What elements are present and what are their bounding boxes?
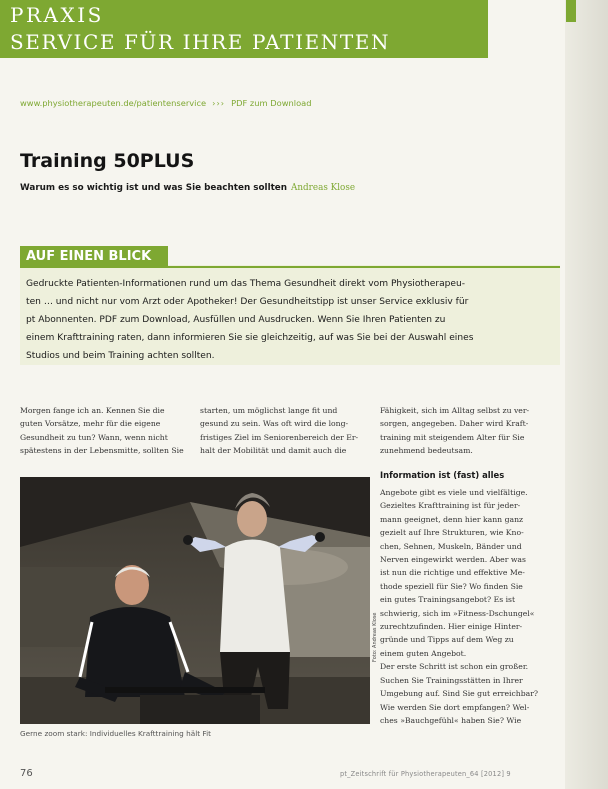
article-title: Training 50PLUS [20,150,195,172]
body-line: schwierig, sich im »Fitness-Dschungel« [380,608,535,618]
body-line: starten, um möglichst lange fit und [200,406,338,415]
body-line: chen, Sehnen, Muskeln, Bänder und [380,541,522,551]
link-bar [20,98,312,108]
summary-line: ten … und nicht nur vom Arzt oder Apotheker! Der Gesundheitstipp ist unser Service exklusiv für [26,297,469,307]
facing-page-accent [566,0,576,22]
body-line: Angebote gibt es viele und vielfältige. [380,488,528,497]
author-name: Andreas Klose [291,183,356,193]
body-line: Umgebung auf. Sind Sie gut erreichbar? [380,689,539,699]
body-line: spätestens in der Lebensmitte, sollten Sie [20,446,184,456]
journal-footer: pt_Zeitschrift für Physiotherapeuten_64 [2012] 9 [340,770,511,778]
arrows-separator: ››› [212,98,226,108]
body-column-3-top [380,404,560,458]
body-line: Gezieltes Krafttraining ist für jeder- [380,501,521,511]
body-line: Gesundheit zu tun? Wann, wenn nicht [20,432,168,442]
section-banner [0,0,488,58]
body-line: ein gutes Trainingsangebot? Es ist [380,595,516,605]
section-title-line2: SERVICE FÜR IHRE PATIENTEN [10,30,391,54]
facing-page-edge [565,0,608,789]
section-title-line1: PRAXIS [10,3,104,27]
body-line: training mit steigendem Alter für Sie [380,432,525,442]
article-subtitle [20,183,355,193]
body-line: thode speziell für Sie? Wo finden Sie [380,581,523,591]
summary-box-text [26,275,556,365]
body-line: Der erste Schritt ist schon ein großer. [380,662,529,672]
body-line: ist nun die richtige und effektive Me- [380,568,525,578]
body-column-1 [20,404,188,458]
pdf-download-link[interactable]: PDF zum Download [231,98,312,108]
summary-line: pt Abonnenten. PDF zum Download, Ausfüllen und Ausdrucken. Wenn Sie Ihren Patienten zu [26,315,446,325]
photo-credit: Foto: Andreas Klose [372,612,378,662]
body-line: mann geeignet, denn hier kann ganz [380,514,524,524]
summary-line: Gedruckte Patienten-Informationen rund um das Thema Gesundheit direkt vom Physiotherapeu- [26,279,466,289]
summary-box-rule [168,266,560,268]
body-line: sorgen, angegeben. Daher wird Kraft- [380,419,529,429]
summary-line: Studios und beim Training achten sollten. [26,351,215,361]
body-line: fristiges Ziel im Seniorenbereich der Er- [200,432,359,442]
summary-line: einem Krafttraining raten, dann informieren Sie sie gleichzeitig, auf was Sie bei der Auswahl eines [26,333,474,343]
column-subheading: Information ist (fast) alles [380,470,505,480]
body-line: gesund zu sein. Was oft wird die long- [200,419,349,429]
body-column-3 [380,486,560,727]
body-line: halt der Mobilität und damit auch die [200,446,347,456]
body-line: Fähigkeit, sich im Alltag selbst zu ver- [380,406,530,415]
body-line: einem guten Angebot. [380,648,467,658]
subtitle-text: Warum es so wichtig ist und was Sie beachten sollten [20,183,288,193]
body-line: gezielt auf Ihre Strukturen, wie Kno- [380,528,524,538]
body-line: Morgen fange ich an. Kennen Sie die [20,406,165,415]
patient-service-link[interactable]: www.physiotherapeuten.de/patientenservice [20,98,207,108]
photo-illustration [20,477,370,724]
page-number: 76 [20,768,33,779]
body-line: Wie werden Sie dort empfangen? Wel- [380,702,530,712]
body-column-2 [200,404,368,458]
summary-box-heading: AUF EINEN BLICK [20,246,168,268]
body-line: Nerven eingewirkt werden. Aber was [380,555,526,565]
body-line: Suchen Sie Trainingsstätten in Ihrer [380,675,523,685]
photo-caption: Gerne zoom stark: Individuelles Krafttraining hält Fit [20,729,211,738]
body-line: gründe und Tipps auf dem Weg zu [380,635,514,645]
body-line: zunehmend bedeutsam. [380,446,473,456]
body-line: ches »Bauchgefühl« haben Sie? Wie [380,715,522,725]
article-photo [20,477,370,724]
body-line: zurechtzufinden. Hier einige Hinter- [380,622,523,632]
body-line: guten Vorsätze, mehr für die eigene [20,419,161,429]
